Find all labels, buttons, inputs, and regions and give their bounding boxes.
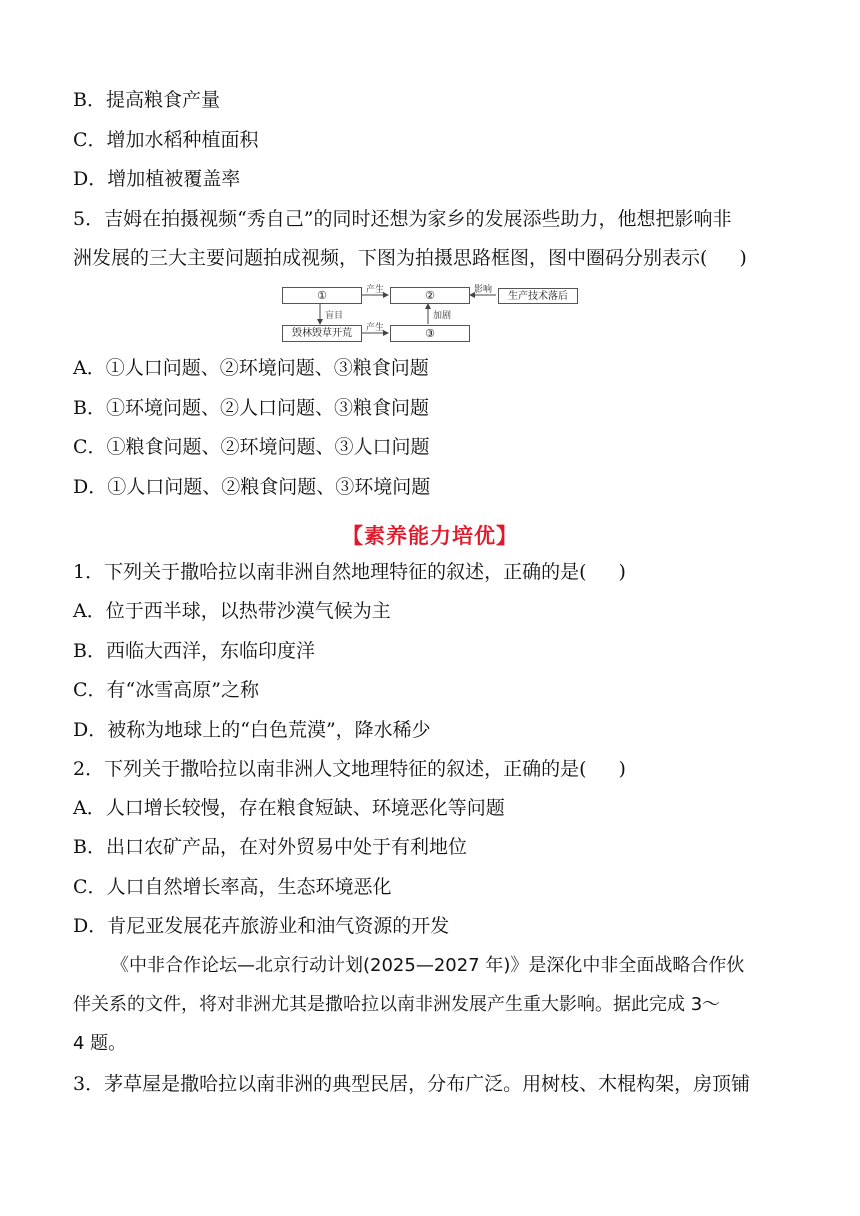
diagram-box-deforest: 毁林毁草开荒 bbox=[282, 325, 362, 342]
option-c: C．增加水稻种植面积 bbox=[73, 129, 259, 151]
diagram-box-3: ③ bbox=[390, 325, 470, 342]
q5-stem-line2: 洲发展的三大主要问题拍成视频，下图为拍摄思路框图，图中圈码分别表示( ) bbox=[73, 247, 747, 269]
diagram-box-2: ② bbox=[390, 287, 470, 304]
q1-option-b: B．西临大西洋，东临印度洋 bbox=[73, 640, 315, 662]
q5-option-c: C．①粮食问题、②环境问题、③人口问题 bbox=[73, 436, 430, 458]
diagram-label-produce-top: 产生 bbox=[366, 285, 385, 295]
q5-option-d: D．①人口问题、②粮食问题、③环境问题 bbox=[73, 476, 431, 498]
material-line2: 伴关系的文件，将对非洲尤其是撒哈拉以南非洲发展产生重大影响。据此完成 3～ bbox=[73, 994, 721, 1015]
diagram-box-1: ① bbox=[282, 287, 362, 304]
diagram-label-influence: 影响 bbox=[474, 285, 493, 295]
q2-stem: 2．下列关于撒哈拉以南非洲人文地理特征的叙述，正确的是( ) bbox=[73, 758, 626, 780]
q2-option-d: D．肯尼亚发展花卉旅游业和油气资源的开发 bbox=[73, 915, 450, 937]
q2-option-a: A．人口增长较慢，存在粮食短缺、环境恶化等问题 bbox=[73, 797, 505, 819]
material-line3: 4 题。 bbox=[73, 1033, 127, 1054]
q1-option-a: A．位于西半球，以热带沙漠气候为主 bbox=[73, 600, 391, 622]
q5-stem-line1: 5．吉姆在拍摄视频“秀自己”的同时还想为家乡的发展添些助力，他想把影响非 bbox=[73, 208, 732, 230]
diagram-label-blind: 盲目 bbox=[325, 311, 344, 321]
material-line1: 《中非合作论坛—北京行动计划(2025—2027 年)》是深化中非全面战略合作伙 bbox=[111, 955, 745, 976]
diagram-label-aggravate: 加剧 bbox=[433, 311, 452, 321]
q2-option-c: C．人口自然增长率高，生态环境恶化 bbox=[73, 876, 392, 898]
q1-option-d: D．被称为地球上的“白色荒漠”，降水稀少 bbox=[73, 719, 431, 741]
section-title: 【素养能力培优】 bbox=[342, 523, 518, 548]
q5-flow-diagram bbox=[280, 284, 580, 344]
q5-option-b: B．①环境问题、②人口问题、③粮食问题 bbox=[73, 397, 429, 419]
q5-option-a: A．①人口问题、②环境问题、③粮食问题 bbox=[73, 357, 429, 379]
option-b: B．提高粮食产量 bbox=[73, 89, 220, 111]
q1-stem: 1．下列关于撒哈拉以南非洲自然地理特征的叙述，正确的是( ) bbox=[73, 561, 626, 583]
diagram-label-produce-bottom: 产生 bbox=[366, 323, 385, 333]
q2-option-b: B．出口农矿产品，在对外贸易中处于有利地位 bbox=[73, 836, 467, 858]
q1-option-c: C．有“冰雪高原”之称 bbox=[73, 679, 259, 701]
diagram-box-cause: 生产技术落后 bbox=[498, 288, 578, 304]
q3-stem: 3．茅草屋是撒哈拉以南非洲的典型民居，分布广泛。用树枝、木棍构架，房顶铺 bbox=[73, 1073, 751, 1095]
option-d: D．增加植被覆盖率 bbox=[73, 168, 241, 190]
